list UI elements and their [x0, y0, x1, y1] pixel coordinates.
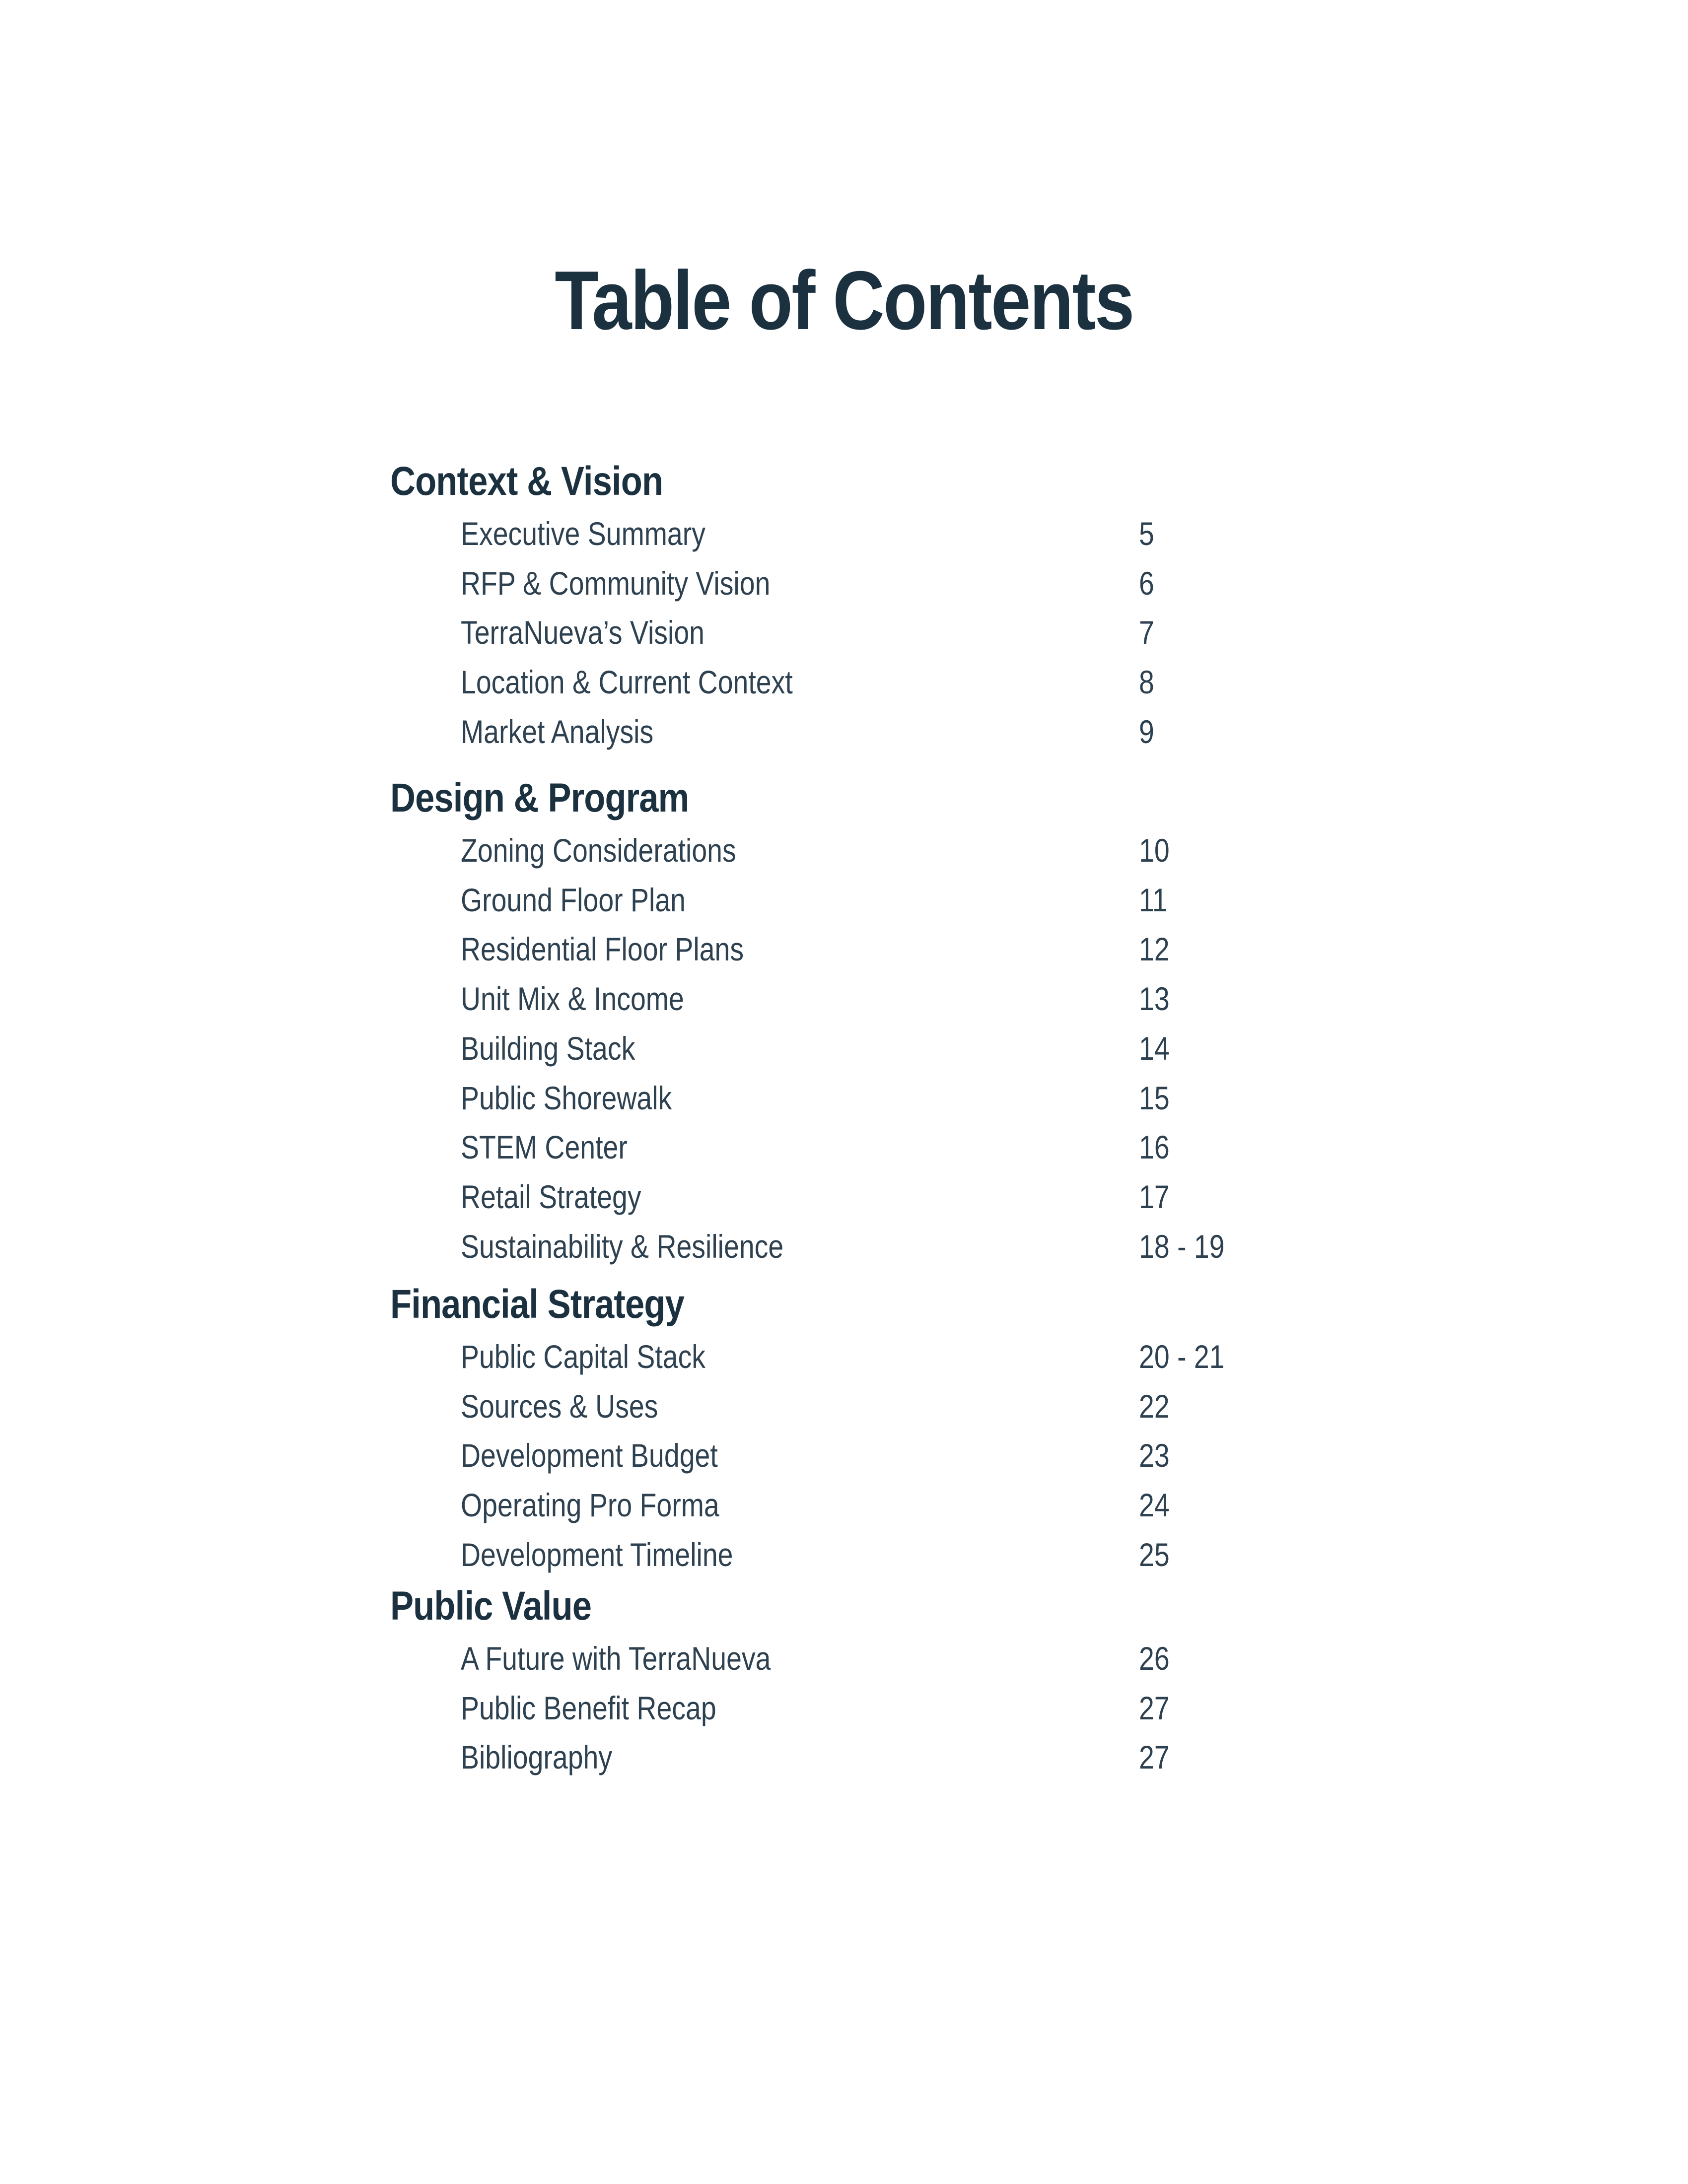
- toc-entry[interactable]: [0, 1634, 1688, 1683]
- toc-entry-label: Executive Summary: [461, 515, 705, 552]
- section-heading: Design & Program: [390, 775, 689, 820]
- toc-entry-label: Zoning Considerations: [461, 832, 736, 869]
- toc-entry-page-number: 13: [1139, 980, 1170, 1018]
- toc-entry-page-number: 8: [1139, 664, 1154, 701]
- toc-entry-label: Sources & Uses: [461, 1387, 658, 1425]
- toc-entry[interactable]: [0, 1122, 1688, 1172]
- toc-entry-page-number: 16: [1139, 1129, 1170, 1166]
- toc-entry-page-number: 9: [1139, 713, 1154, 750]
- section-heading: Context & Vision: [390, 459, 663, 504]
- toc-entry-label: Public Capital Stack: [461, 1338, 706, 1375]
- toc-entry-page-number: 17: [1139, 1178, 1170, 1215]
- toc-entry[interactable]: [0, 1732, 1688, 1782]
- toc-entry-page-number: 11: [1139, 881, 1168, 918]
- toc-entry-label: Retail Strategy: [461, 1178, 641, 1215]
- toc-entry-page-number: 27: [1139, 1739, 1170, 1776]
- section-heading: Financial Strategy: [390, 1282, 684, 1327]
- toc-entry-label: Unit Mix & Income: [461, 980, 684, 1018]
- toc-entry-label: Development Budget: [461, 1437, 718, 1474]
- toc-entry[interactable]: [0, 1683, 1688, 1733]
- toc-entry-label: Location & Current Context: [461, 664, 793, 701]
- toc-entry-page-number: 23: [1139, 1437, 1170, 1474]
- toc-entry[interactable]: [0, 924, 1688, 974]
- toc-entry-label: TerraNueva’s Vision: [461, 614, 705, 651]
- toc-entry[interactable]: [0, 1480, 1688, 1530]
- toc-entry-page-number: 22: [1139, 1387, 1170, 1425]
- toc-entry[interactable]: [0, 825, 1688, 875]
- toc-entry-label: Operating Pro Forma: [461, 1487, 719, 1524]
- toc-entry-label: A Future with TerraNueva: [461, 1640, 771, 1677]
- toc-entry[interactable]: [0, 974, 1688, 1024]
- toc-entry-label: Bibliography: [461, 1739, 613, 1776]
- toc-entry-label: RFP & Community Vision: [461, 564, 771, 602]
- toc-entry-page-number: 5: [1139, 515, 1154, 552]
- toc-entry[interactable]: [0, 608, 1688, 657]
- toc-entry-page-number: 12: [1139, 931, 1170, 968]
- section-heading: Public Value: [390, 1583, 592, 1629]
- toc-entry-label: Public Benefit Recap: [461, 1689, 716, 1726]
- toc-entry-label: Building Stack: [461, 1029, 635, 1067]
- toc-entry-label: Ground Floor Plan: [461, 881, 686, 918]
- toc-entry-page-number: 18 - 19: [1139, 1228, 1225, 1265]
- toc-entry-page-number: 15: [1139, 1079, 1170, 1116]
- toc-entry[interactable]: [0, 875, 1688, 925]
- toc-entry-page-number: 7: [1139, 614, 1154, 651]
- toc-entry-page-number: 20 - 21: [1139, 1338, 1225, 1375]
- toc-entry-label: Development Timeline: [461, 1536, 733, 1573]
- toc-entry[interactable]: [0, 1024, 1688, 1073]
- toc-entry-page-number: 10: [1139, 832, 1170, 869]
- toc-entry[interactable]: [0, 1530, 1688, 1579]
- toc-entry-label: Sustainability & Resilience: [461, 1228, 784, 1265]
- toc-entry[interactable]: [0, 1381, 1688, 1431]
- toc-entry[interactable]: [0, 707, 1688, 756]
- toc-entry-page-number: 27: [1139, 1689, 1170, 1726]
- toc-entry-page-number: 6: [1139, 564, 1154, 602]
- toc-entry-page-number: 25: [1139, 1536, 1170, 1573]
- toc-entry-page-number: 24: [1139, 1487, 1170, 1524]
- toc-entry-label: Market Analysis: [461, 713, 654, 750]
- toc-entry[interactable]: [0, 1073, 1688, 1123]
- toc-entry-page-number: 14: [1139, 1029, 1170, 1067]
- toc-entry[interactable]: [0, 1332, 1688, 1381]
- toc-entry[interactable]: [0, 1222, 1688, 1271]
- toc-entry-label: Residential Floor Plans: [461, 931, 744, 968]
- toc-entry[interactable]: [0, 1172, 1688, 1222]
- toc-entry[interactable]: [0, 509, 1688, 558]
- toc-entry-page-number: 26: [1139, 1640, 1170, 1677]
- toc-entry[interactable]: [0, 657, 1688, 707]
- toc-entry-label: Public Shorewalk: [461, 1079, 672, 1116]
- toc-entry-label: STEM Center: [461, 1129, 628, 1166]
- page-title: Table of Contents: [555, 254, 1133, 347]
- toc-entry[interactable]: [0, 558, 1688, 608]
- toc-entry[interactable]: [0, 1431, 1688, 1480]
